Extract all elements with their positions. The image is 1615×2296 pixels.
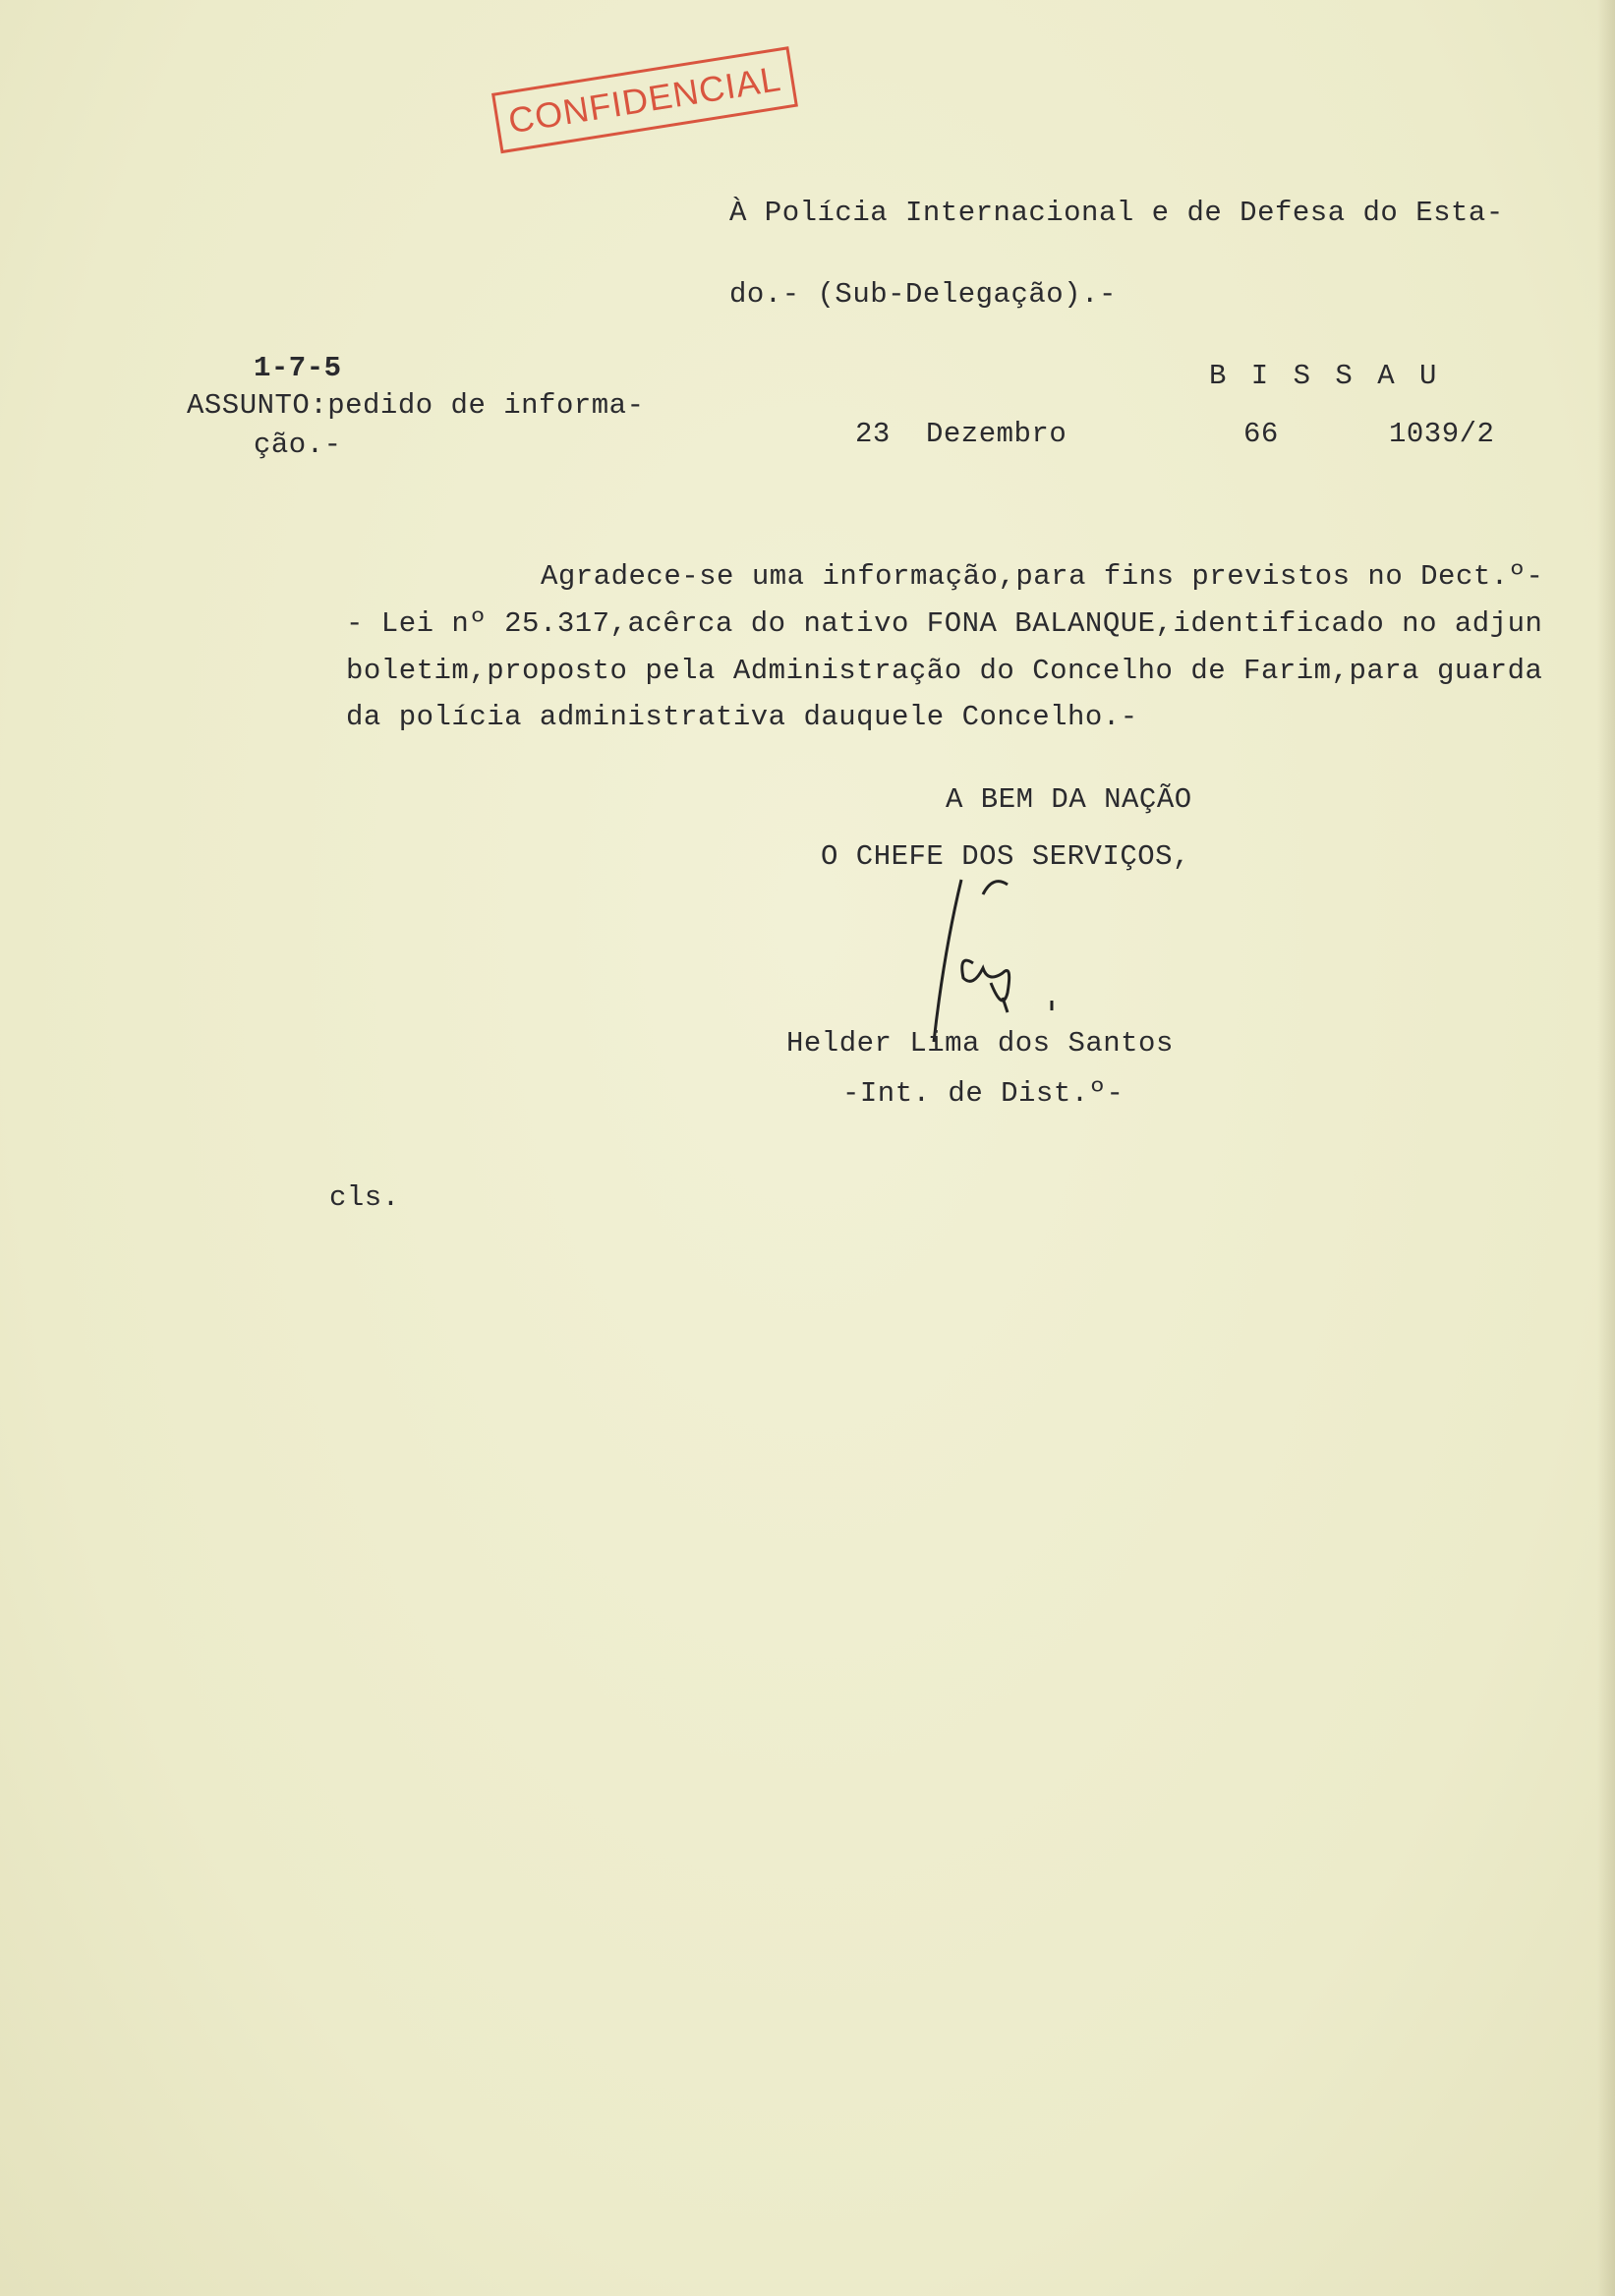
signatory-rank: -Int. de Dist.º- (842, 1077, 1125, 1110)
footer-initials: cls. (329, 1181, 400, 1214)
date-year: 66 (1243, 418, 1279, 450)
closing-salutation: A BEM DA NAÇÃO (946, 783, 1192, 816)
place-name: B I S S A U (1209, 360, 1441, 392)
subject-line-2: ção.- (254, 429, 342, 461)
confidential-stamp (491, 46, 798, 153)
addressee-line-2: do.- (Sub-Delegação).- (729, 278, 1117, 311)
signatory-name: Helder Lima dos Santos (786, 1027, 1174, 1060)
body-line-4: da polícia administrativa dauquele Concelho.- (346, 701, 1138, 733)
body-line-3: boletim,proposto pela Administração do Concelho de Farim,para guarda (346, 655, 1543, 687)
stamp-text: CONFIDENCIAL (505, 58, 784, 142)
body-line-1: Agradece-se uma informação,para fins previstos no Dect.º- (541, 560, 1544, 593)
date-month: Dezembro (926, 418, 1067, 450)
document-number: 1039/2 (1389, 418, 1495, 450)
page-edge-shadow (1597, 0, 1615, 2296)
date-day: 23 (855, 418, 891, 450)
body-line-2: - Lei nº 25.317,acêrca do nativo FONA BALANQUE,identificado no adjun (346, 607, 1543, 640)
closing-title: O CHEFE DOS SERVIÇOS, (821, 840, 1190, 873)
addressee-line-1: À Polícia Internacional e de Defesa do Esta- (729, 197, 1504, 229)
reference-code: 1-7-5 (254, 352, 342, 384)
subject-line-1: ASSUNTO:pedido de informa- (187, 389, 645, 422)
